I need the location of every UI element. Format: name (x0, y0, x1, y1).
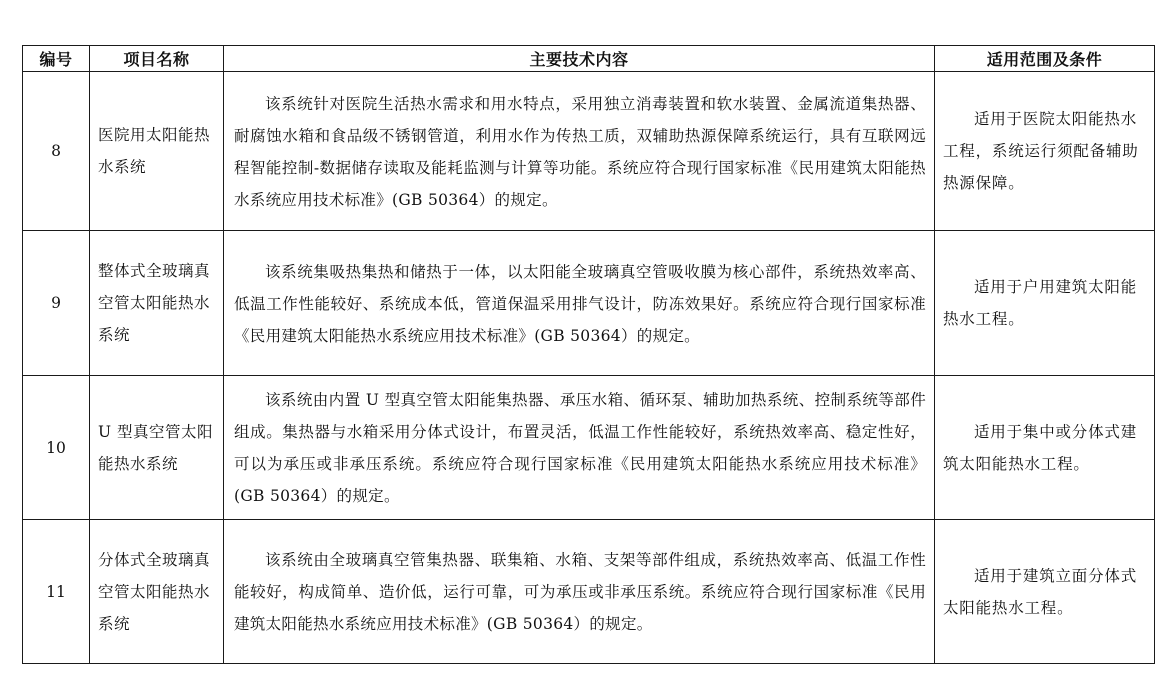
item-number: 9 (23, 231, 90, 376)
item-content: 该系统集吸热集热和储热于一体，以太阳能全玻璃真空管吸收膜为核心部件，系统热效率高、低温工作性能较好、系统成本低，管道保温采用排气设计，防冻效果好。系统应符合现行国家标准《民用建筑太阳能热水系统应用技术标准》(GB 50364）的规定。 (224, 231, 935, 376)
item-scope: 适用于医院太阳能热水工程，系统运行须配备辅助热源保障。 (935, 72, 1155, 231)
header-name: 项目名称 (90, 46, 224, 72)
item-name: 医院用太阳能热水系统 (90, 72, 224, 231)
item-scope: 适用于建筑立面分体式太阳能热水工程。 (935, 520, 1155, 664)
item-number: 11 (23, 520, 90, 664)
item-number: 8 (23, 72, 90, 231)
item-scope: 适用于户用建筑太阳能热水工程。 (935, 231, 1155, 376)
item-name: U 型真空管太阳能热水系统 (90, 376, 224, 520)
table-row (23, 376, 1155, 520)
table-row (23, 231, 1155, 376)
item-content: 该系统由全玻璃真空管集热器、联集箱、水箱、支架等部件组成，系统热效率高、低温工作性能较好，构成简单、造价低，运行可靠，可为承压或非承压系统。系统应符合现行国家标准《民用建筑太阳能热水系统应用技术标准》(GB 50364）的规定。 (224, 520, 935, 664)
header-no: 编号 (23, 46, 90, 72)
header-content: 主要技术内容 (224, 46, 935, 72)
item-scope: 适用于集中或分体式建筑太阳能热水工程。 (935, 376, 1155, 520)
technology-table (22, 45, 1155, 664)
table-row (23, 72, 1155, 231)
item-name: 整体式全玻璃真空管太阳能热水系统 (90, 231, 224, 376)
item-name: 分体式全玻璃真空管太阳能热水系统 (90, 520, 224, 664)
item-number: 10 (23, 376, 90, 520)
item-content: 该系统由内置 U 型真空管太阳能集热器、承压水箱、循环泵、辅助加热系统、控制系统等部件组成。集热器与水箱采用分体式设计，布置灵活，低温工作性能较好，系统热效率高、稳定性好，可以为承压或非承压系统。系统应符合现行国家标准《民用建筑太阳能热水系统应用技术标准》(GB 50364）的规定。 (224, 376, 935, 520)
header-scope: 适用范围及条件 (935, 46, 1155, 72)
item-content: 该系统针对医院生活热水需求和用水特点，采用独立消毒装置和软水装置、金属流道集热器、耐腐蚀水箱和食品级不锈钢管道，利用水作为传热工质，双辅助热源保障系统运行，具有互联网远程智能控制-数据储存读取及能耗监测与计算等功能。系统应符合现行国家标准《民用建筑太阳能热水系统应用技术标准》(GB 50364）的规定。 (224, 72, 935, 231)
table-row (23, 520, 1155, 664)
header-row (23, 46, 1155, 72)
